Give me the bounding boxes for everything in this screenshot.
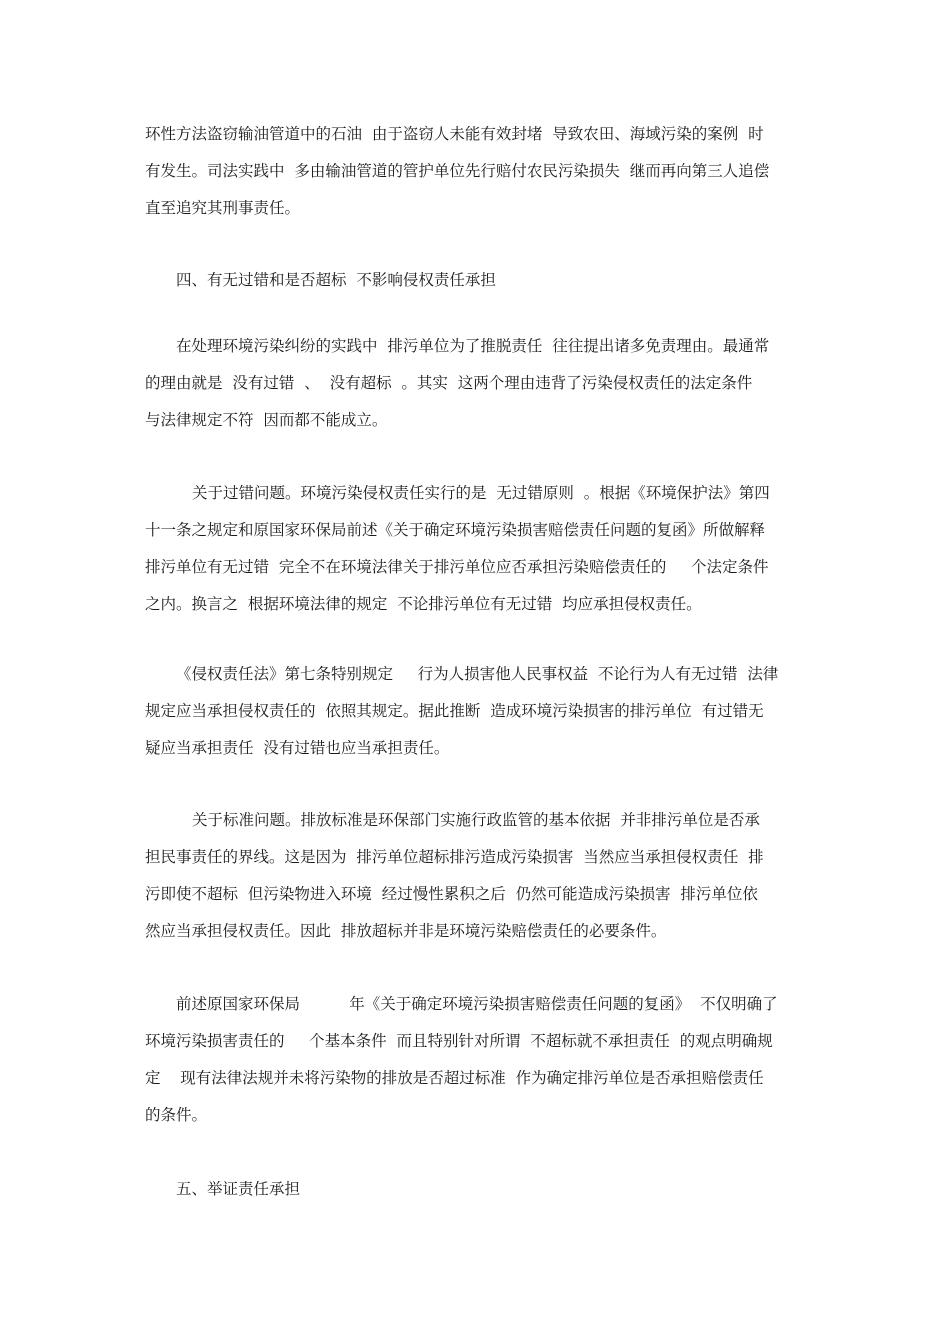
text-line: 十一条之规定和原国家环保局前述《关于确定环境污染损害赔偿责任问题的复函》所做解释 bbox=[145, 521, 766, 539]
text-line: 环境污染损害责任的 个基本条件 而且特别针对所谓 不超标就不承担责任 的观点明确规 bbox=[145, 1032, 773, 1050]
text-line: 污即使不超标 但污染物进入环境 经过慢性累积之后 仍然可能造成污染损害 排污单位依 bbox=[145, 885, 758, 903]
text-line: 规定应当承担侵权责任的 依照其规定。据此推断 造成环境污染损害的排污单位 有过错无 bbox=[145, 702, 764, 720]
text-line: 定 现有法律法规并未将污染物的排放是否超过标准 作为确定排污单位是否承担赔偿责任 bbox=[145, 1069, 764, 1087]
text-line: 关于标准问题。排放标准是环保部门实施行政监管的基本依据 并非排污单位是否承 bbox=[192, 811, 760, 829]
text-line: 的条件。 bbox=[145, 1106, 208, 1124]
text-line: 《侵权责任法》第七条特别规定 行为人损害他人民事权益 不论行为人有无过错 法律 bbox=[176, 665, 779, 683]
text-line: 然应当承担侵权责任。因此 排放超标并非是环境污染赔偿责任的必要条件。 bbox=[145, 922, 667, 940]
text-line: 五、举证责任承担 bbox=[176, 1180, 301, 1198]
text-line: 与法律规定不符 因而都不能成立。 bbox=[145, 411, 388, 429]
text-line: 之内。换言之 根据环境法律的规定 不论排污单位有无过错 均应承担侵权责任。 bbox=[145, 595, 702, 613]
text-line: 在处理环境污染纠纷的实践中 排污单位为了推脱责任 往往提出诸多免责理由。最通常 bbox=[176, 337, 770, 355]
text-line: 的理由就是 没有过错 、 没有超标 。其实 这两个理由违背了污染侵权责任的法定条件 bbox=[145, 374, 753, 392]
text-line: 有发生。司法实践中 多由输油管道的管护单位先行赔付农民污染损失 继而再向第三人追偿 bbox=[145, 162, 770, 180]
text-line: 直至追究其刑事责任。 bbox=[145, 199, 301, 217]
text-line: 疑应当承担责任 没有过错也应当承担责任。 bbox=[145, 739, 450, 757]
text-line: 排污单位有无过错 完全不在环境法律关于排污单位应否承担污染赔偿责任的 个法定条件 bbox=[145, 558, 769, 576]
text-line: 前述原国家环保局 年《关于确定环境污染损害赔偿责任问题的复函》 不仅明确了 bbox=[176, 995, 778, 1013]
text-line: 四、有无过错和是否超标 不影响侵权责任承担 bbox=[176, 271, 496, 289]
text-line: 担民事责任的界线。这是因为 排污单位超标排污造成污染损害 当然应当承担侵权责任 排 bbox=[145, 848, 764, 866]
text-line: 环性方法盗窃输油管道中的石油 由于盗窃人未能有效封堵 导致农田、海域污染的案例 时 bbox=[145, 125, 764, 143]
text-line: 关于过错问题。环境污染侵权责任实行的是 无过错原则 。根据《环境保护法》第四 bbox=[192, 484, 770, 502]
